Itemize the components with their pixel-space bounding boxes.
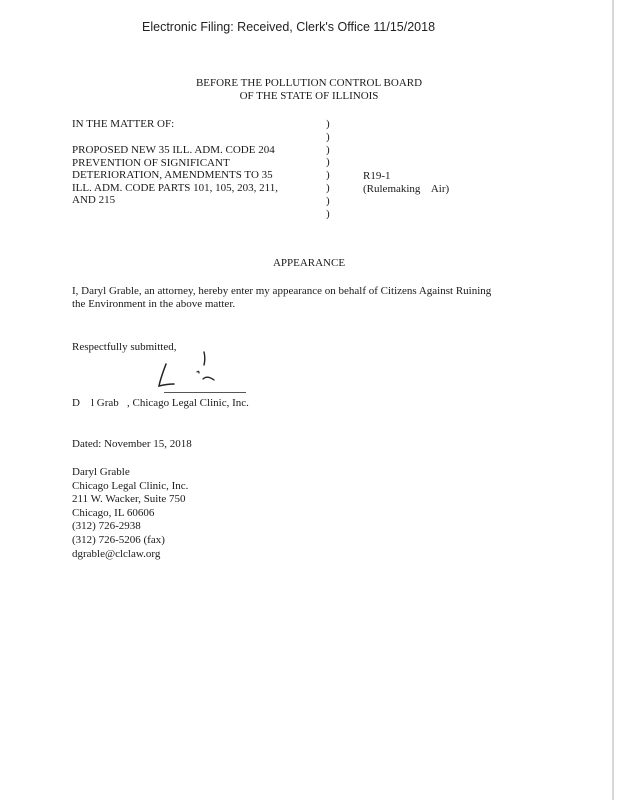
paren: ) — [326, 143, 330, 156]
caption-line: PREVENTION OF SIGNIFICANT — [72, 156, 230, 169]
caption-line: PROPOSED NEW 35 ILL. ADM. CODE 204 — [72, 144, 275, 156]
contact-phone: (312) 726-2938 — [72, 520, 141, 533]
caption-line: ILL. ADM. CODE PARTS 101, 105, 203, 211, — [72, 181, 279, 194]
body-line: the Environment in the above matter. — [72, 297, 236, 310]
paren: ) — [326, 156, 330, 169]
paren: ) — [326, 169, 330, 182]
contact-street: 211 W. Wacker, Suite 750 — [72, 493, 186, 506]
contact-city: Chicago, IL 60606 — [72, 506, 155, 519]
matter-label: IN THE MATTER OF: — [72, 118, 175, 130]
docket-number: R19-1 — [363, 170, 391, 182]
paren: ) — [326, 181, 330, 194]
caption-line: DETERIORATION, AMENDMENTS TO 35 — [72, 169, 273, 181]
caption-parens — [326, 118, 330, 220]
caption-block — [72, 144, 278, 207]
contact-fax: (312) 726-5206 (fax) — [72, 533, 165, 546]
document-title: APPEARANCE — [272, 257, 346, 269]
docket-type: (Rulemaking Air) — [363, 183, 450, 195]
closing: Respectfully submitted, — [72, 341, 177, 353]
filing-stamp: Electronic Filing: Received, Clerk's Office 11/15/2018 — [142, 20, 436, 34]
paren: ) — [326, 130, 330, 143]
body-line: I, Daryl Grable, an attorney, hereby enter my appearance on behalf of Citizens Against Ruining — [72, 285, 492, 297]
paren: ) — [326, 207, 330, 220]
scan-edge — [612, 0, 614, 800]
contact-email[interactable]: dgrable@clclaw.org — [72, 547, 161, 560]
contact-org: Chicago Legal Clinic, Inc. — [72, 479, 189, 492]
date-line: Dated: November 15, 2018 — [72, 438, 192, 450]
board-heading-line2: OF THE STATE OF ILLINOIS — [239, 90, 379, 102]
contact-block — [72, 466, 188, 561]
body-paragraph — [72, 285, 491, 310]
paren: ) — [326, 118, 330, 130]
signature-line — [164, 392, 246, 393]
signature-graphic — [150, 346, 230, 390]
contact-name: Daryl Grable — [72, 466, 130, 478]
board-heading-line1: BEFORE THE POLLUTION CONTROL BOARD — [195, 77, 423, 89]
signature-name: D l Grab , Chicago Legal Clinic, Inc. — [72, 397, 249, 409]
caption-line: AND 215 — [72, 194, 116, 206]
paren: ) — [326, 194, 330, 207]
